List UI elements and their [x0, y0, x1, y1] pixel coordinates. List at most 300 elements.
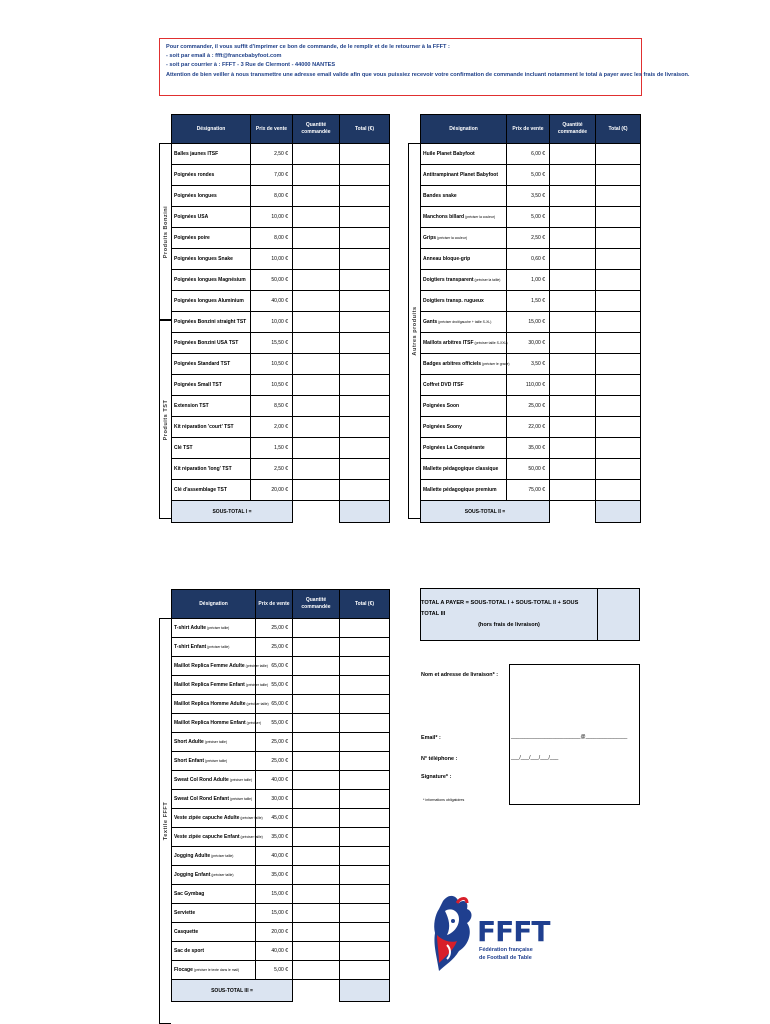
product-name — [172, 333, 251, 354]
product-price: 30,00 € — [507, 333, 550, 354]
product-price: 15,00 € — [256, 904, 293, 923]
quantity-input[interactable] — [293, 904, 340, 923]
product-label: Jogging Enfant — [174, 872, 211, 878]
table-row — [172, 396, 390, 417]
product-note: (préciser taille) — [244, 664, 268, 668]
table-row — [172, 904, 390, 923]
quantity-input[interactable] — [293, 375, 340, 396]
table-row — [172, 312, 390, 333]
product-price: 10,50 € — [251, 354, 293, 375]
line-total[interactable] — [340, 961, 390, 980]
quantity-input[interactable] — [550, 354, 596, 375]
line-total[interactable] — [340, 291, 390, 312]
table-row — [172, 459, 390, 480]
line-total[interactable] — [340, 676, 390, 695]
header-designation: Désignation — [172, 115, 251, 144]
grand-total-line1: TOTAL A PAYER = SOUS-TOTAL I + SOUS-TOTAL II + SOUS TOTAL III — [421, 600, 579, 617]
quantity-input[interactable] — [293, 186, 340, 207]
line-total[interactable] — [340, 249, 390, 270]
table-row — [172, 249, 390, 270]
products-table-1 — [171, 114, 390, 523]
table-row — [421, 207, 641, 228]
product-price: 110,00 € — [507, 375, 550, 396]
email-field[interactable]: _________________________@_______________ — [511, 734, 628, 740]
section-label-textile: Textile FFFT — [159, 618, 171, 1024]
table-row — [172, 790, 390, 809]
product-name — [172, 249, 251, 270]
line-total[interactable] — [340, 638, 390, 657]
product-price: 25,00 € — [507, 396, 550, 417]
grand-total-value[interactable] — [598, 589, 639, 640]
product-name — [172, 961, 256, 980]
required-note: * informations obligatoires — [423, 798, 465, 802]
product-label: Balles jaunes ITSF — [174, 151, 219, 157]
table-row — [172, 291, 390, 312]
product-note: (préciser taille) — [228, 778, 253, 782]
line-total[interactable] — [340, 657, 390, 676]
quantity-input[interactable] — [293, 459, 340, 480]
table-row — [421, 354, 641, 375]
product-note: (préciser le grade) — [481, 362, 510, 366]
quantity-input[interactable] — [550, 165, 596, 186]
table-row — [172, 144, 390, 165]
quantity-input[interactable] — [550, 186, 596, 207]
product-label: Poignées USA — [174, 214, 209, 220]
quantity-input[interactable] — [293, 480, 340, 501]
line-total[interactable] — [340, 885, 390, 904]
table-row — [172, 186, 390, 207]
quantity-input[interactable] — [293, 733, 340, 752]
product-note: (préciser taille) — [229, 797, 253, 801]
product-name — [172, 186, 251, 207]
quantity-input[interactable] — [293, 354, 340, 375]
table-row — [421, 291, 641, 312]
quantity-input[interactable] — [293, 228, 340, 249]
table-row — [172, 942, 390, 961]
line-total[interactable] — [340, 752, 390, 771]
product-name — [172, 942, 256, 961]
product-label: Clé TST — [174, 445, 193, 451]
quantity-input[interactable] — [293, 249, 340, 270]
product-label: Sac Gymbag — [174, 891, 205, 897]
product-label: Sac de sport — [174, 948, 205, 954]
grand-total-box — [420, 588, 640, 641]
product-note: (préciser taille) — [204, 759, 228, 763]
quantity-input[interactable] — [550, 396, 596, 417]
line-total[interactable] — [596, 207, 641, 228]
table-row — [421, 249, 641, 270]
product-label: Bandes snake — [423, 193, 457, 199]
product-price: 5,00 € — [507, 165, 550, 186]
product-label: T-shirt Adulte — [174, 625, 207, 631]
quantity-input[interactable] — [293, 714, 340, 733]
product-name — [172, 270, 251, 291]
quantity-input[interactable] — [293, 790, 340, 809]
line-total[interactable] — [596, 354, 641, 375]
product-label: Poignées Small TST — [174, 382, 222, 388]
product-price: 40,00 € — [251, 291, 293, 312]
product-price: 10,50 € — [251, 375, 293, 396]
line-total[interactable] — [340, 942, 390, 961]
product-name — [172, 480, 251, 501]
table-row — [172, 270, 390, 291]
product-note: (préciser taille) — [245, 702, 269, 706]
quantity-input[interactable] — [550, 228, 596, 249]
header-price: Prix de vente — [507, 115, 550, 144]
line-total[interactable] — [596, 459, 641, 480]
product-label: Kit réparation 'court' TST — [174, 424, 234, 430]
line-total[interactable] — [340, 771, 390, 790]
table-row — [172, 828, 390, 847]
product-name — [172, 923, 256, 942]
product-price: 35,00 € — [256, 828, 293, 847]
quantity-input[interactable] — [293, 333, 340, 354]
table-row — [421, 375, 641, 396]
line-total[interactable] — [596, 417, 641, 438]
line-total[interactable] — [596, 228, 641, 249]
subtotal-blank — [293, 501, 340, 523]
product-name — [421, 396, 507, 417]
product-label: Anneau bloque-grip — [423, 256, 471, 262]
header-quantity: Quantité commandée — [293, 590, 340, 619]
logo-subtitle-2: de Football de Table — [479, 955, 532, 961]
product-price: 15,50 € — [251, 333, 293, 354]
product-name — [172, 144, 251, 165]
product-label: Doigtiers transparent — [423, 277, 474, 283]
line-total[interactable] — [340, 866, 390, 885]
product-note: (préciser) — [245, 721, 261, 725]
line-total[interactable] — [340, 480, 390, 501]
product-label: Poignées Bonzini USA TST — [174, 340, 239, 346]
quantity-input[interactable] — [550, 438, 596, 459]
product-label: Poignées longues Magnésium — [174, 277, 246, 283]
table-row — [421, 438, 641, 459]
quantity-input[interactable] — [293, 885, 340, 904]
product-name — [421, 375, 507, 396]
line-total[interactable] — [596, 438, 641, 459]
quantity-input[interactable] — [293, 961, 340, 980]
line-total[interactable] — [596, 333, 641, 354]
line-total[interactable] — [340, 904, 390, 923]
quantity-input[interactable] — [293, 752, 340, 771]
product-note: (préciser la couleur) — [436, 236, 467, 240]
header-total: Total (€) — [340, 590, 390, 619]
quantity-input[interactable] — [550, 249, 596, 270]
line-total[interactable] — [596, 144, 641, 165]
section-label-autres: Autres produits — [408, 143, 420, 519]
line-total[interactable] — [340, 847, 390, 866]
address-label: Nom et adresse de livraison* : — [421, 672, 498, 678]
product-price: 15,00 € — [256, 885, 293, 904]
line-total[interactable] — [340, 375, 390, 396]
product-price: 35,00 € — [256, 866, 293, 885]
subtotal-blank — [550, 501, 596, 523]
table-row — [172, 480, 390, 501]
product-price: 22,00 € — [507, 417, 550, 438]
product-price: 3,50 € — [507, 186, 550, 207]
table-row — [172, 228, 390, 249]
product-price: 30,00 € — [256, 790, 293, 809]
table-row — [172, 375, 390, 396]
product-name — [172, 657, 268, 676]
quantity-input[interactable] — [293, 695, 340, 714]
product-label: Serviette — [174, 910, 196, 916]
quantity-input[interactable] — [293, 942, 340, 961]
product-label: Badges arbitres officiels — [423, 361, 482, 367]
line-total[interactable] — [340, 165, 390, 186]
product-label: Short Adulte — [174, 739, 204, 745]
quantity-input[interactable] — [293, 809, 340, 828]
line-total[interactable] — [340, 695, 390, 714]
quantity-input[interactable] — [550, 144, 596, 165]
subtotal-blank — [293, 980, 340, 1002]
product-price: 55,00 € — [256, 676, 293, 695]
ffft-logo — [429, 891, 550, 981]
order-instructions — [159, 38, 690, 96]
header-price: Prix de vente — [256, 590, 293, 619]
section-label-bonzini: Produits Bonzini — [159, 143, 171, 320]
product-name — [421, 480, 507, 501]
product-name — [421, 354, 510, 375]
product-price: 1,00 € — [507, 270, 550, 291]
product-price: 40,00 € — [256, 771, 293, 790]
line-total[interactable] — [340, 396, 390, 417]
product-label: Gants — [423, 319, 438, 325]
line-total[interactable] — [340, 228, 390, 249]
product-note: (préciser taille) — [239, 816, 263, 820]
product-price: 25,00 € — [256, 638, 293, 657]
product-label: Poignées longues — [174, 193, 217, 199]
product-price: 25,00 € — [256, 752, 293, 771]
product-price: 1,50 € — [251, 438, 293, 459]
product-label: Poignées La Conquérante — [423, 445, 485, 451]
product-price: 25,00 € — [256, 733, 293, 752]
product-note: (préciser la couleur) — [464, 215, 496, 219]
product-name — [421, 249, 507, 270]
product-name — [172, 733, 256, 752]
table-row — [172, 438, 390, 459]
line-total[interactable] — [340, 733, 390, 752]
product-label: Manchons billard — [423, 214, 465, 220]
product-name — [172, 619, 256, 638]
line-total[interactable] — [340, 207, 390, 228]
table-row — [172, 809, 390, 828]
quantity-input[interactable] — [293, 417, 340, 438]
line-total[interactable] — [340, 144, 390, 165]
quantity-input[interactable] — [550, 417, 596, 438]
product-name — [172, 847, 256, 866]
header-price: Prix de vente — [251, 115, 293, 144]
line-total[interactable] — [596, 165, 641, 186]
table-row — [172, 961, 390, 980]
quantity-input[interactable] — [550, 207, 596, 228]
product-label: Poignées longues Snake — [174, 256, 233, 262]
line-total[interactable] — [596, 480, 641, 501]
product-name — [421, 186, 507, 207]
product-label: Maillot Replica Homme Adulte — [174, 701, 246, 707]
line-total[interactable] — [340, 619, 390, 638]
quantity-input[interactable] — [293, 438, 340, 459]
product-price: 10,00 € — [251, 312, 293, 333]
product-label: Poignées Standard TST — [174, 361, 231, 367]
section-label-tst: Produits TST — [159, 320, 171, 519]
line-total[interactable] — [340, 417, 390, 438]
quantity-input[interactable] — [293, 847, 340, 866]
line-total[interactable] — [596, 270, 641, 291]
product-price: 65,00 € — [256, 695, 293, 714]
quantity-input[interactable] — [293, 828, 340, 847]
product-name — [421, 417, 507, 438]
product-label: T-shirt Enfant — [174, 644, 207, 650]
product-price: 3,50 € — [507, 354, 550, 375]
quantity-input[interactable] — [550, 459, 596, 480]
product-note: (préciser taille) — [244, 683, 269, 687]
product-name — [172, 828, 263, 847]
line-total[interactable] — [340, 438, 390, 459]
quantity-input[interactable] — [293, 165, 340, 186]
quantity-input[interactable] — [293, 923, 340, 942]
subtotal-value[interactable] — [596, 501, 641, 523]
line-total[interactable] — [340, 923, 390, 942]
table-row — [172, 885, 390, 904]
line-total[interactable] — [596, 186, 641, 207]
product-price: 40,00 € — [256, 847, 293, 866]
product-label: Kit réparation 'long' TST — [174, 466, 232, 472]
product-price: 45,00 € — [256, 809, 293, 828]
product-name — [421, 228, 507, 249]
product-price: 75,00 € — [507, 480, 550, 501]
products-table-2 — [420, 114, 641, 523]
product-label: Veste zipée capuche Adulte — [174, 815, 240, 821]
product-label: Casquette — [174, 929, 199, 935]
subtotal-label: SOUS-TOTAL III = — [172, 980, 293, 1002]
quantity-input[interactable] — [293, 207, 340, 228]
product-label: Extension TST — [174, 403, 209, 409]
product-label: Doigtiers transp. rugueux — [423, 298, 484, 304]
product-label: Clé d'assemblage TST — [174, 487, 227, 493]
quantity-input[interactable] — [293, 638, 340, 657]
product-name — [172, 354, 251, 375]
quantity-input[interactable] — [293, 396, 340, 417]
product-label: Maillots arbitres ITSF — [423, 340, 474, 346]
line-total[interactable] — [596, 291, 641, 312]
product-label: Sweat Col Rond Adulte — [174, 777, 229, 783]
line-total[interactable] — [340, 354, 390, 375]
line-total[interactable] — [340, 186, 390, 207]
product-price: 2,50 € — [251, 144, 293, 165]
product-name — [421, 165, 507, 186]
product-name — [172, 771, 256, 790]
instruction-line: - soit par email à : ffft@francebabyfoot.com — [166, 53, 282, 60]
product-name — [421, 270, 507, 291]
quantity-input[interactable] — [550, 291, 596, 312]
line-total[interactable] — [340, 333, 390, 354]
quantity-input[interactable] — [550, 270, 596, 291]
line-total[interactable] — [340, 270, 390, 291]
instruction-line: Attention de bien veiller à nous transmettre une adresse email valide afin que vous puissiez recevoir votre confirmation de commande incluant notamment le total à payer avec les frais de livraison. — [166, 71, 690, 78]
quantity-input[interactable] — [293, 657, 340, 676]
quantity-input[interactable] — [293, 312, 340, 333]
product-price: 7,00 € — [251, 165, 293, 186]
product-price: 1,50 € — [507, 291, 550, 312]
product-name — [172, 866, 256, 885]
product-label: Huile Planet Babyfoot — [423, 151, 475, 157]
product-price: 8,00 € — [251, 186, 293, 207]
line-total[interactable] — [340, 714, 390, 733]
instruction-line: Pour commander, il vous suffit d'imprimer ce bon de commande, de le remplir et de le retourner à la FFFT : — [166, 44, 450, 50]
product-name — [172, 676, 269, 695]
signature-label: Signature* : — [421, 774, 452, 780]
subtotal-value[interactable] — [340, 501, 390, 523]
product-price: 8,50 € — [251, 396, 293, 417]
product-label: Antitrampinant Planet Babyfoot — [423, 172, 499, 178]
line-total[interactable] — [596, 375, 641, 396]
line-total[interactable] — [340, 459, 390, 480]
quantity-input[interactable] — [550, 375, 596, 396]
line-total[interactable] — [596, 396, 641, 417]
phone-label: N° téléphone : — [421, 756, 458, 762]
product-price: 40,00 € — [256, 942, 293, 961]
product-note: (préciser taille S-XXL) — [473, 341, 508, 345]
product-price: 10,00 € — [251, 207, 293, 228]
product-label: Poignées poire — [174, 235, 210, 241]
table-row — [172, 657, 390, 676]
product-label: Grips — [423, 235, 437, 241]
product-price: 2,50 € — [507, 228, 550, 249]
line-total[interactable] — [596, 312, 641, 333]
quantity-input[interactable] — [293, 676, 340, 695]
header-designation: Désignation — [172, 590, 256, 619]
line-total[interactable] — [340, 790, 390, 809]
quantity-input[interactable] — [293, 144, 340, 165]
quantity-input[interactable] — [293, 270, 340, 291]
quantity-input[interactable] — [293, 291, 340, 312]
email-label: Email* : — [421, 735, 441, 741]
line-total[interactable] — [596, 249, 641, 270]
table-row — [421, 270, 641, 291]
product-label: Sweat Col Rond Enfant — [174, 796, 229, 802]
quantity-input[interactable] — [550, 480, 596, 501]
quantity-input[interactable] — [293, 866, 340, 885]
table-row — [172, 207, 390, 228]
product-price: 6,00 € — [507, 144, 550, 165]
product-label: Flocage — [174, 967, 193, 973]
product-price: 8,00 € — [251, 228, 293, 249]
product-label: Short Enfant — [174, 758, 204, 764]
line-total[interactable] — [340, 312, 390, 333]
table-row — [421, 396, 641, 417]
quantity-input[interactable] — [293, 771, 340, 790]
grand-total-label — [421, 589, 598, 640]
table-row — [172, 333, 390, 354]
table-row — [421, 417, 641, 438]
table-row — [172, 676, 390, 695]
quantity-input[interactable] — [550, 312, 596, 333]
line-total[interactable] — [340, 809, 390, 828]
subtotal-value[interactable] — [340, 980, 390, 1002]
phone-field[interactable]: ___/___/___/___/___ — [511, 755, 559, 761]
quantity-input[interactable] — [550, 333, 596, 354]
product-price: 2,50 € — [251, 459, 293, 480]
product-name — [421, 207, 507, 228]
line-total[interactable] — [340, 828, 390, 847]
product-name — [172, 207, 251, 228]
product-name — [172, 904, 256, 923]
product-price: 50,00 € — [251, 270, 293, 291]
quantity-input[interactable] — [293, 619, 340, 638]
product-label: Poignées Bonzini straight TST — [174, 319, 247, 325]
product-note: (préciser taille) — [203, 740, 227, 744]
